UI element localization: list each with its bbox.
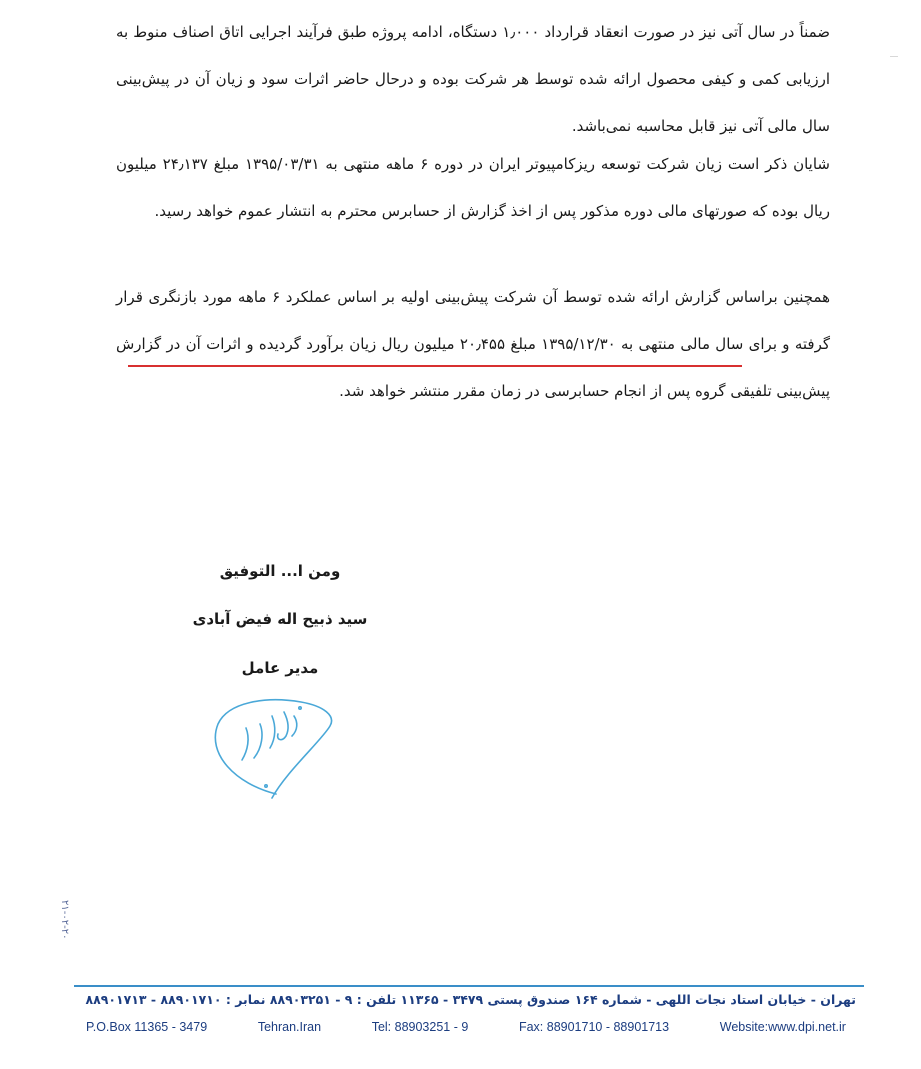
signer-name: سید ذبیح اله فیض آبادی [192,610,368,628]
signer-title: مدیر عامل [241,659,319,677]
handwritten-signature [206,694,338,810]
body-paragraph-1: ضمناً در سال آتی نیز در صورت انعقاد قرارداد ۱٫۰۰۰ دستگاه، ادامه پروژه طبق فرآیند اجرایی اتاق اصناف منوط به ارزیابی کمی و کیفی محصول ارائه شده توسط هر شرکت بوده و درحال حاضر اثرات سود و زیان آن در پیش‌بینی سال مالی آتی نیز قابل محاسبه نمی‌باشد. [116,23,831,135]
body-paragraph-2: شایان ذکر است زیان شرکت توسعه ریزکامپیوتر ایران در دوره ۶ ماهه منتهی به ۱۳۹۵/۰۳/۳۱ مبلغ ۲۴٫۱۳۷ میلیون ریال بوده که صورتهای مالی دوره مذکور پس از اخذ گزارش از حسابرس محترم به انتشار عموم خواهد رسید. [116,155,830,220]
footer-tel: Tel: 88903251 - 9 [371,1020,469,1034]
edge-mark [890,56,898,57]
footer-fax: Fax: 88901710 - 88901713 [518,1020,670,1034]
closing-salutation: ومن ا... التوفیق [219,562,341,580]
footer-city: Tehran.Iran [257,1020,322,1034]
footer-pobox: P.O.Box 11365 - 3479 [86,1020,208,1034]
highlight-underline [128,365,742,367]
margin-code: ۲۱-۰۲-۲۰ [59,900,70,940]
footer-address-fa: تهران - خیابان استاد نجات اللهی - شماره ۱۶۴ صندوق پستی ۳۴۷۹ - ۱۱۳۶۵ تلفن : ۹ - ۸۸۹۰۳۲۵۱ نمابر : ۸۸۹۰۱۷۱۰ - ۸۸۹۰۱۷۱۳ [85,992,856,1007]
body-paragraph-3: همچنین براساس گزارش ارائه شده توسط آن شرکت پیش‌بینی اولیه بر اساس عملکرد ۶ ماهه مورد بازنگری قرار گرفته و برای سال مالی منتهی به ۱۳۹۵/۱۲/۳۰ مبلغ ۲۰٫۴۵۵ میلیون ریال زیان برآورد گردیده و اثرات آن در گزارش پیش‌بینی تلفیقی گروه پس از انجام حسابرسی در زمان مقرر منتشر خواهد شد. [116,288,831,400]
footer-divider [74,985,864,987]
footer-contact-en [86,1020,846,1034]
footer-website[interactable]: Website:www.dpi.net.ir [719,1020,846,1034]
